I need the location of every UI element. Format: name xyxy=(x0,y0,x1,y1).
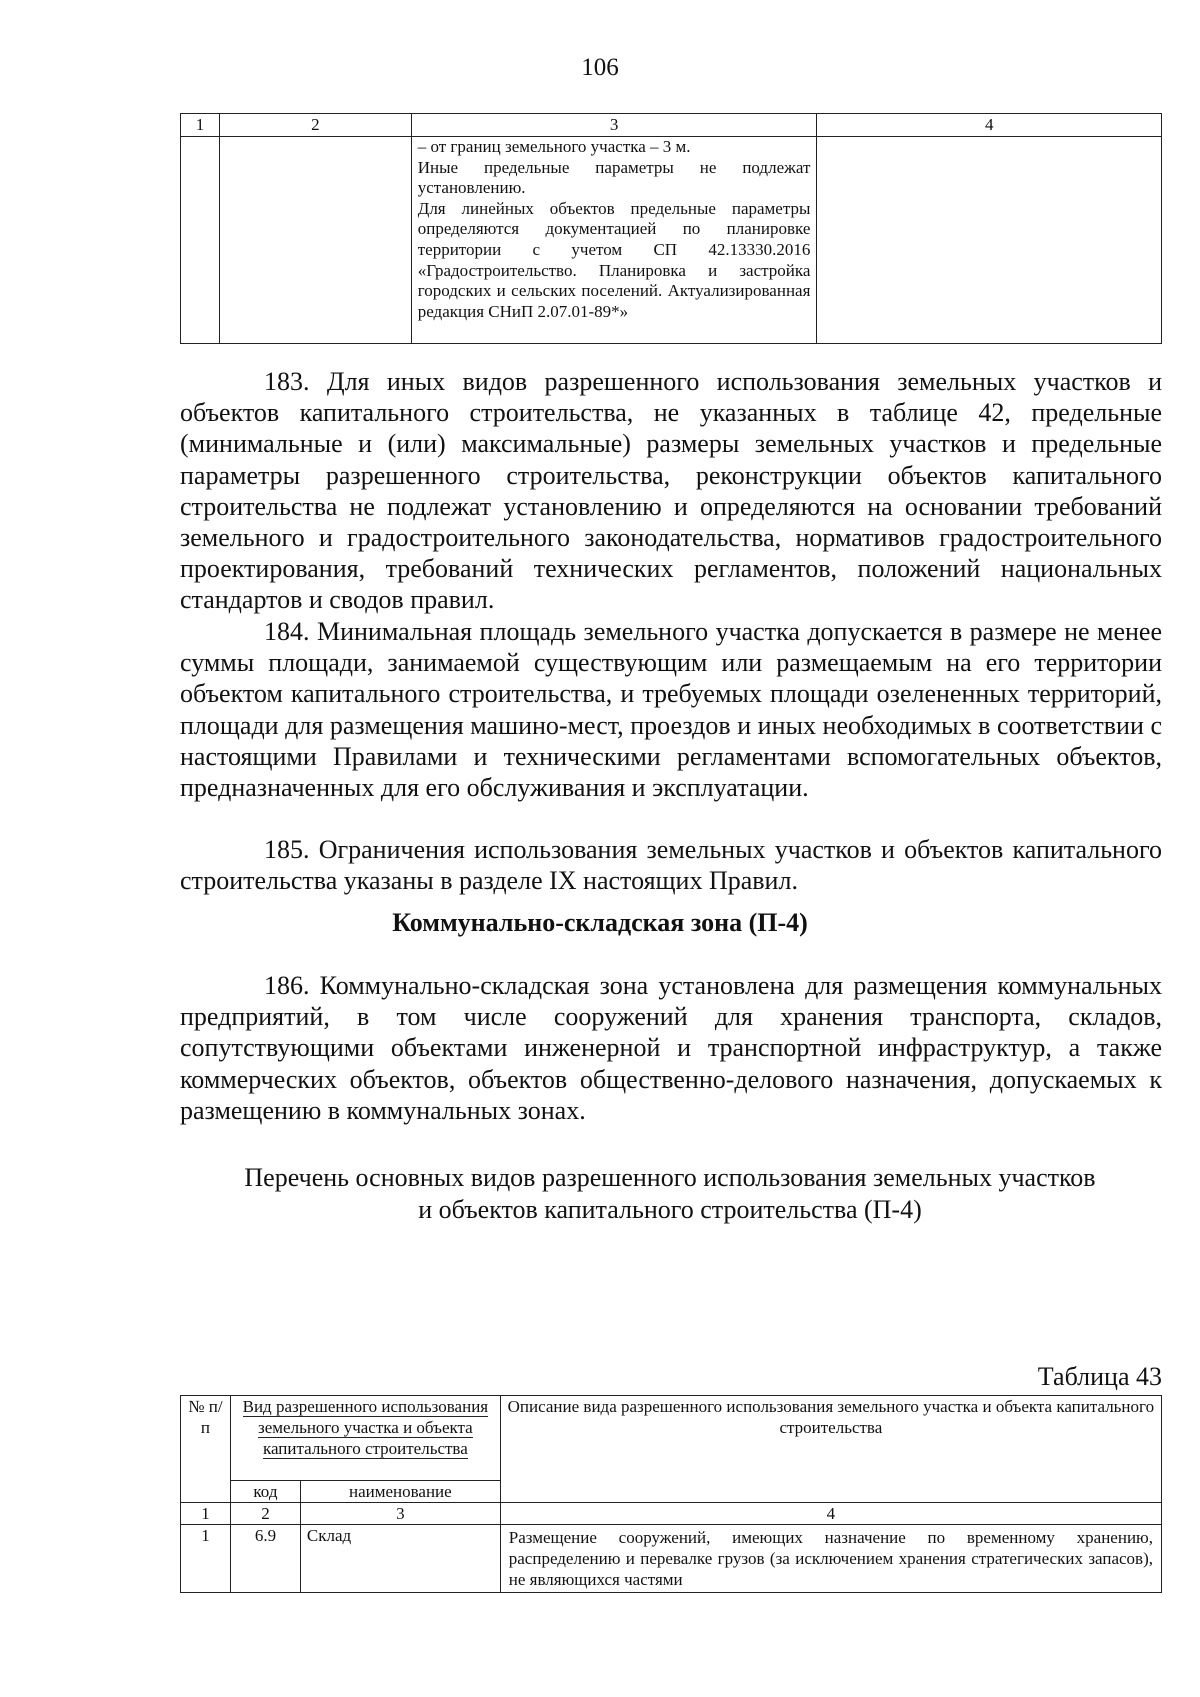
table-index-row xyxy=(181,1503,1162,1525)
row-code: 6.9 xyxy=(230,1525,300,1593)
list-title-line: и объектов капитального строительства (П-4) xyxy=(418,1195,922,1224)
header-type-text: Вид разрешенного использования земельного участка и объекта капитального строительства xyxy=(242,1397,489,1458)
cell-text: – от границ земельного участка – 3 м. xyxy=(417,137,691,156)
row-name: Склад xyxy=(300,1525,500,1593)
table-header-row xyxy=(181,1396,1162,1481)
table-row xyxy=(181,1525,1162,1593)
cell-text: Для линейных объектов предельные параметры определяются документацией по планировке территории с учетом СП 42.13330.2016 «Градостроительство. Планировка и застройка городских и сельских поселений. Актуализированная редакция СНиП 2.07.01-89*» xyxy=(417,198,811,321)
table-label: Таблица 43 xyxy=(1037,1362,1162,1391)
table-header-row xyxy=(181,114,1162,137)
paragraph-183: 183. Для иных видов разрешенного использования земельных участков и объектов капитального строительства, не указанных в таблице 42, предельные (минимальные и (или) максимальные) размеры земельных участков и предельные параметры разрешенного строительства, реконструкции объектов капитального строительства не подлежат установлению и определяются на основании требований земельного и градостроительного законодательства, нормативов градостроительного проектирования, требований технических регламентов, положений национальных стандартов и сводов правил. xyxy=(180,367,1162,615)
cell-text: Иные предельные параметры не подлежат установлению. xyxy=(417,157,811,198)
index-cell: 2 xyxy=(230,1503,300,1525)
paragraph-185: 185. Ограничения использования земельных участков и объектов капитального строительства указаны в разделе IX настоящих Правил. xyxy=(180,835,1162,896)
continuation-table xyxy=(180,113,1162,344)
header-cell: 1 xyxy=(181,114,220,137)
index-cell: 1 xyxy=(181,1503,231,1525)
header-num: № п/п xyxy=(181,1396,231,1503)
row-desc: Размещение сооружений, имеющих назначение по временному хранению, распределению и перевалке грузов (за исключением хранения стратегических запасов), не являющихся частями xyxy=(500,1525,1161,1593)
header-type xyxy=(230,1396,500,1481)
header-desc: Описание вида разрешенного использования земельного участка и объекта капитального строительства xyxy=(500,1396,1161,1503)
table-row xyxy=(181,137,1162,344)
page-number: 106 xyxy=(581,54,619,81)
list-title-line: Перечень основных видов разрешенного использования земельных участков xyxy=(244,1163,1096,1192)
list-title xyxy=(0,1162,1200,1226)
paragraph-184: 184. Минимальная площадь земельного участка допускается в размере не менее суммы площади, занимаемой существующим или размещаемым на его территории объектом капитального строительства, и требуемых площади озелененных территорий, площади для размещения машино-мест, проездов и иных необходимых в соответствии с настоящими Правилами и техническими регламентами вспомогательных объектов, предназначенных для его обслуживания и эксплуатации. xyxy=(180,617,1162,803)
table-cell xyxy=(181,137,220,344)
row-num: 1 xyxy=(181,1525,231,1593)
table-cell xyxy=(219,137,411,344)
index-cell: 4 xyxy=(500,1503,1161,1525)
table-43 xyxy=(180,1395,1162,1593)
table-cell xyxy=(817,137,1162,344)
paragraph-186: 186. Коммунально-складская зона установлена для размещения коммунальных предприятий, в том числе сооружений для хранения транспорта, складов, сопутствующими объектами инженерной и транспортной инфраструктур, а также коммерческих объектов, объектов общественно-делового назначения, допускаемых к размещению в коммунальных зонах. xyxy=(180,971,1162,1125)
zone-heading: Коммунально-складская зона (П-4) xyxy=(392,908,808,937)
index-cell: 3 xyxy=(300,1503,500,1525)
header-name: наименование xyxy=(300,1481,500,1503)
header-cell: 2 xyxy=(219,114,411,137)
header-code: код xyxy=(230,1481,300,1503)
header-cell: 3 xyxy=(411,114,817,137)
table-cell xyxy=(411,137,817,344)
header-cell: 4 xyxy=(817,114,1162,137)
